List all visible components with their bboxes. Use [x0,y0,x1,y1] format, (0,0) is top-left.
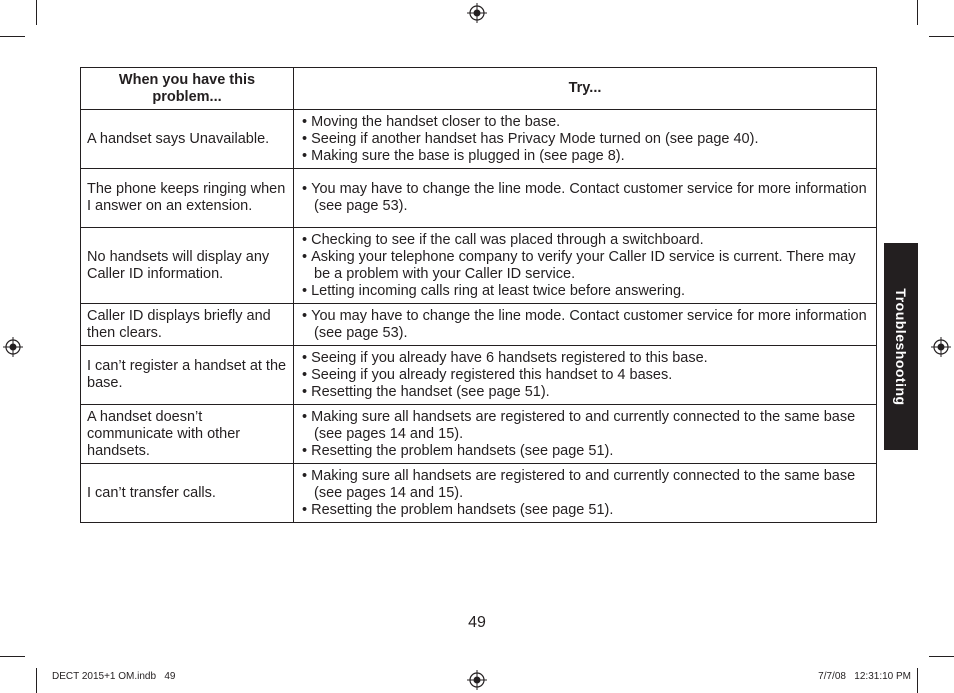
registration-mark-left-icon [3,337,23,357]
try-list [302,468,868,519]
try-cell [294,346,877,405]
table-row [81,110,877,169]
crop-mark-bottom-right-h [929,656,954,657]
list-item: • Making sure the base is plugged in (see page 8). [302,148,868,165]
troubleshooting-table [80,67,877,523]
try-cell [294,110,877,169]
registration-mark-top-icon [467,3,487,23]
header-problem: When you have this problem... [81,68,294,110]
try-list [302,181,868,215]
crop-mark-bottom-left-h [0,656,25,657]
crop-mark-top-left-v [36,0,37,25]
list-item: • Seeing if you already have 6 handsets registered to this base. [302,350,868,367]
problem-cell: I can’t transfer calls. [81,464,294,523]
registration-mark-right-icon [931,337,951,357]
list-item: • Resetting the handset (see page 51). [302,384,868,401]
table-row [81,405,877,464]
table-row [81,228,877,304]
table-header-row [81,68,877,110]
problem-cell: A handset doesn’t communicate with other handsets. [81,405,294,464]
try-list [302,308,868,342]
list-item: • Letting incoming calls ring at least twice before answering. [302,283,868,300]
list-item: • Seeing if you already registered this handset to 4 bases. [302,367,868,384]
header-try: Try... [294,68,877,110]
list-item: • You may have to change the line mode. Contact customer service for more information (see page 53). [302,181,868,215]
list-item: • Asking your telephone company to verify your Caller ID service is current. There may be a problem with your Caller ID service. [302,249,868,283]
problem-cell: The phone keeps ringing when I answer on an extension. [81,169,294,228]
try-cell [294,228,877,304]
crop-mark-top-right-v [917,0,918,25]
section-tab [884,243,918,450]
section-tab-label: Troubleshooting [893,287,909,406]
list-item: • Checking to see if the call was placed through a switchboard. [302,232,868,249]
list-item: • Seeing if another handset has Privacy Mode turned on (see page 40). [302,131,868,148]
try-list [302,409,868,460]
table-row [81,304,877,346]
try-cell [294,169,877,228]
list-item: • Making sure all handsets are registered to and currently connected to the same base (see pages 14 and 15). [302,409,868,443]
try-cell [294,405,877,464]
list-item: • Resetting the problem handsets (see page 51). [302,443,868,460]
list-item: • You may have to change the line mode. Contact customer service for more information (see page 53). [302,308,868,342]
list-item: • Moving the handset closer to the base. [302,114,868,131]
slug-right: 7/7/08 12:31:10 PM [818,671,911,682]
table-row [81,169,877,228]
registration-mark-bottom-icon [467,670,487,690]
problem-cell: A handset says Unavailable. [81,110,294,169]
try-cell [294,464,877,523]
table-body [81,110,877,523]
problem-cell: I can’t register a handset at the base. [81,346,294,405]
try-list [302,350,868,401]
problem-cell: No handsets will display any Caller ID information. [81,228,294,304]
table-row [81,346,877,405]
page-number: 49 [468,614,486,631]
table-row [81,464,877,523]
try-list [302,232,868,300]
problem-cell: Caller ID displays briefly and then clears. [81,304,294,346]
crop-mark-top-left-h [0,36,25,37]
crop-mark-bottom-left-v [36,668,37,693]
try-cell [294,304,877,346]
try-list [302,114,868,165]
list-item: • Making sure all handsets are registered to and currently connected to the same base (see pages 14 and 15). [302,468,868,502]
crop-mark-top-right-h [929,36,954,37]
list-item: • Resetting the problem handsets (see page 51). [302,502,868,519]
crop-mark-bottom-right-v [917,668,918,693]
slug-left: DECT 2015+1 OM.indb 49 [52,671,176,682]
